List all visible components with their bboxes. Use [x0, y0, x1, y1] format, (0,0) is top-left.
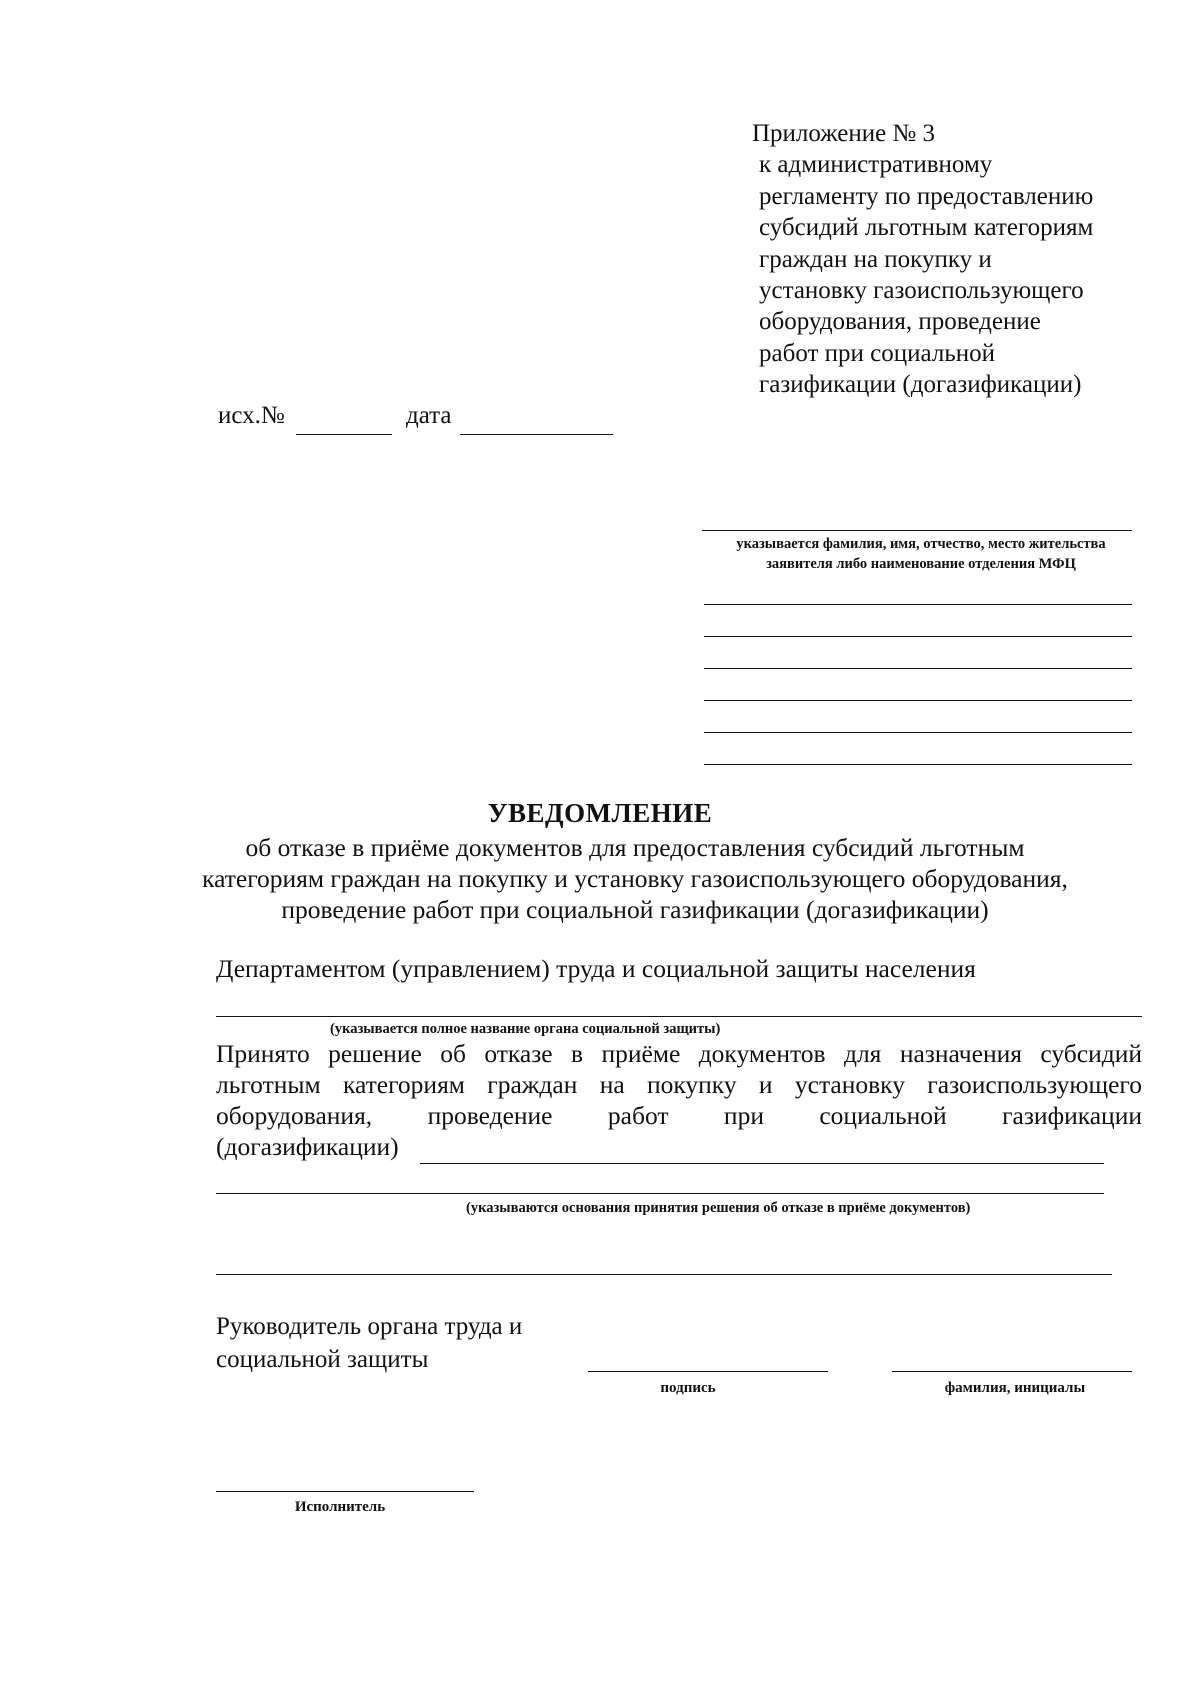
notice-title: УВЕДОМЛЕНИЕ: [487, 798, 713, 828]
appendix-line-5: граждан на покупку и: [759, 245, 992, 273]
appendix-line-9: газификации (догазификации): [759, 371, 1082, 399]
notice-subtitle-line-1: об отказе в приёме документов для предоставления субсидий льготным: [245, 833, 1025, 862]
decision-reason-field-3[interactable]: [216, 1274, 1112, 1275]
notice-subtitle-line-2: категориям граждан на покупку и установку газоиспользующего оборудования,: [202, 864, 1068, 893]
outgoing-number-label: исх.№: [218, 402, 285, 429]
date-label: дата: [406, 402, 452, 429]
recipient-caption-line-2: заявителя либо наименование отделения МФЦ: [766, 556, 1076, 572]
department-name-field[interactable]: [216, 1016, 1142, 1017]
decision-line-4: (догазификации): [216, 1132, 399, 1161]
notice-subtitle: [150, 832, 1120, 925]
appendix-line-1: Приложение № 3: [752, 120, 936, 147]
notice-subtitle-line-3: проведение работ при социальной газификации (догазификации): [281, 895, 989, 924]
appendix-block: [752, 118, 1172, 401]
recipient-line-2[interactable]: [704, 636, 1132, 637]
recipient-line-6[interactable]: [704, 764, 1132, 765]
appendix-line-6: установку газоиспользующего: [759, 277, 1084, 305]
head-title-line-2: социальной защиты: [216, 1346, 429, 1373]
recipient-caption: [686, 534, 1156, 574]
signature-field[interactable]: [588, 1371, 828, 1372]
appendix-line-8: работ при социальной: [759, 339, 995, 367]
decision-line-3: оборудования, проведение работ при социальной газификации: [216, 1101, 1142, 1130]
recipient-line-5[interactable]: [704, 732, 1132, 733]
decision-caption: (указываются основания принятия решения об отказе в приёме документов): [466, 1200, 971, 1216]
recipient-caption-line-1: указывается фамилия, имя, отчество, место жительства: [736, 536, 1106, 552]
department-caption: (указывается полное название органа социальной защиты): [330, 1021, 721, 1037]
decision-line-2: льготным категориям граждан на покупку и установку газоиспользующего: [216, 1070, 1142, 1099]
recipient-line-4[interactable]: [704, 700, 1132, 701]
appendix-line-2: к административному: [759, 151, 993, 179]
executor-caption: Исполнитель: [294, 1499, 386, 1515]
executor-field[interactable]: [216, 1491, 474, 1492]
decision-reason-field-1[interactable]: [420, 1163, 1104, 1164]
recipient-line-3[interactable]: [704, 668, 1132, 669]
decision-text: [216, 1038, 1142, 1162]
recipient-name-field[interactable]: [702, 530, 1132, 531]
department-text: Департаментом (управлением) труда и социальной защиты населения: [216, 954, 976, 983]
full-name-caption: фамилия, инициалы: [944, 1380, 1086, 1396]
date-field[interactable]: [460, 434, 613, 435]
head-title-line-1: Руководитель органа труда и: [216, 1313, 523, 1340]
signature-caption: подпись: [660, 1380, 716, 1396]
head-title: [216, 1310, 522, 1376]
full-name-field[interactable]: [892, 1371, 1132, 1372]
decision-reason-field-2[interactable]: [216, 1193, 1104, 1194]
outgoing-number-field[interactable]: [296, 434, 392, 435]
recipient-line-1[interactable]: [704, 604, 1132, 605]
appendix-line-3: регламенту по предоставлению: [759, 182, 1094, 210]
appendix-line-7: оборудования, проведение: [759, 308, 1041, 336]
appendix-line-4: субсидий льготным категориям: [759, 214, 1094, 242]
decision-line-1: Принято решение об отказе в приёме документов для назначения субсидий: [216, 1039, 1142, 1068]
